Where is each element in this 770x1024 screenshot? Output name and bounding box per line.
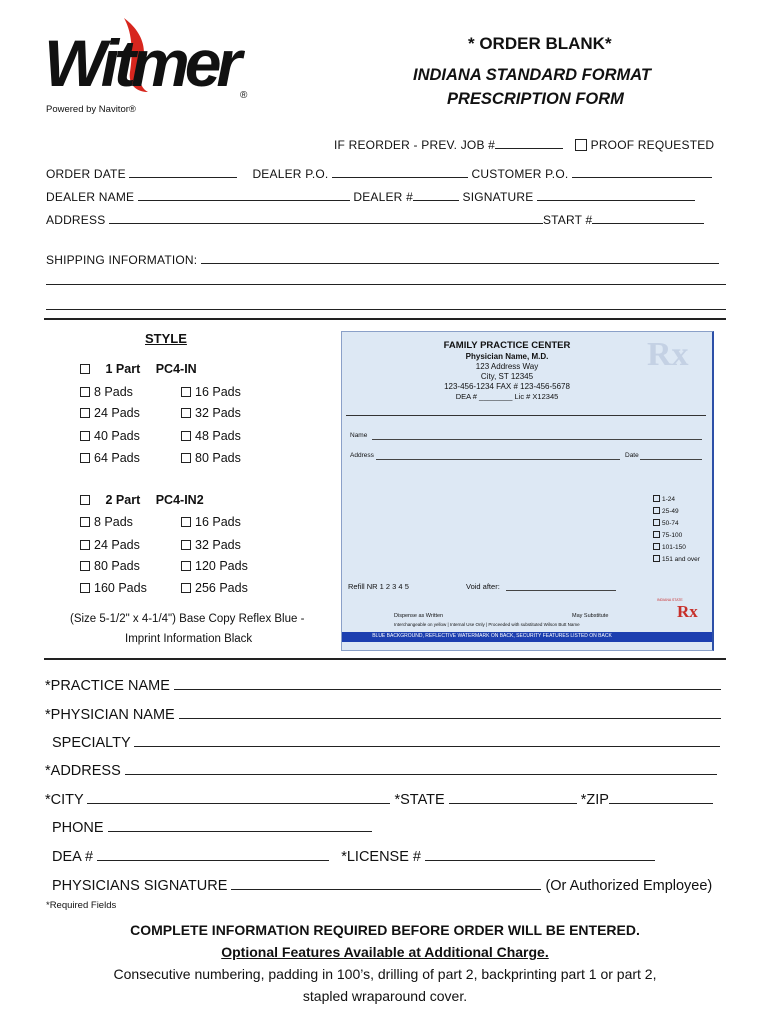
signature-field[interactable]	[537, 189, 695, 201]
sample-qty-list	[653, 494, 700, 566]
sample-rx-logo: Rx	[677, 602, 698, 621]
zip-field[interactable]	[609, 790, 713, 804]
practice-name-label: *PRACTICE NAME	[45, 678, 170, 694]
size-note-1: (Size 5-1/2" x 4-1/4") Base Copy Reflex Blue -	[70, 613, 305, 625]
sample-divider	[346, 415, 706, 416]
state-field[interactable]	[449, 790, 577, 804]
qty-option: 1-24	[653, 494, 700, 506]
specialty-label: SPECIALTY	[52, 735, 131, 751]
dea-field[interactable]	[97, 847, 329, 861]
state-label: *STATE	[394, 792, 445, 808]
sample-practice-name: FAMILY PRACTICE CENTER	[443, 340, 571, 351]
rx-watermark: Rx	[647, 336, 689, 373]
checkbox-icon[interactable]	[80, 408, 90, 418]
specialty-field[interactable]	[134, 733, 720, 747]
checkbox-icon[interactable]	[80, 517, 90, 527]
style-section-top-rule	[44, 318, 726, 320]
checkbox-icon[interactable]	[181, 453, 191, 463]
authorized-employee-label: (Or Authorized Employee)	[545, 878, 713, 894]
form-title-line1: INDIANA STANDARD FORMAT	[413, 66, 652, 84]
dealer-po-label: DEALER P.O.	[252, 167, 329, 181]
order-row-1	[46, 166, 712, 181]
sample-dispense: Dispense as Written	[394, 613, 444, 619]
sample-stamp: INDIANA STATE	[657, 598, 683, 602]
checkbox-icon[interactable]	[80, 431, 90, 441]
shipping-label: SHIPPING INFORMATION:	[46, 253, 198, 267]
one-part-option[interactable]	[80, 362, 197, 376]
physician-name-field[interactable]	[179, 705, 721, 719]
customer-po-label: CUSTOMER P.O.	[471, 167, 569, 181]
one-part-pad-48[interactable]: 48 Pads	[181, 429, 241, 443]
registered-mark: ®	[240, 90, 248, 101]
powered-by: Powered by Navitor®	[46, 104, 136, 115]
sample-name-label: Name	[350, 432, 368, 439]
city-field[interactable]	[87, 790, 390, 804]
sample-address-line	[376, 459, 620, 460]
sample-date-line	[640, 459, 702, 460]
physician-name-label: *PHYSICIAN NAME	[45, 707, 175, 723]
two-part-option[interactable]	[80, 493, 204, 507]
two-part-label: 2 Part	[105, 493, 141, 507]
one-part-pad-24[interactable]: 24 Pads	[80, 406, 140, 420]
sample-phone: 123-456-1234 FAX # 123-456-5678	[444, 382, 570, 391]
two-part-pad-256[interactable]: 256 Pads	[181, 581, 248, 595]
one-part-pad-32[interactable]: 32 Pads	[181, 406, 241, 420]
checkbox-icon[interactable]	[80, 540, 90, 550]
practice-name-field[interactable]	[174, 676, 721, 690]
sample-substitution: May Substitute	[572, 613, 609, 619]
dealer-name-label: DEALER NAME	[46, 190, 135, 204]
sample-void-line	[506, 590, 616, 591]
phone-field[interactable]	[108, 818, 372, 832]
one-part-pad-40[interactable]: 40 Pads	[80, 429, 140, 443]
two-part-code: PC4-IN2	[155, 493, 204, 507]
address-field[interactable]	[125, 761, 717, 775]
sample-security-bar	[342, 632, 712, 642]
license-field[interactable]	[425, 847, 655, 861]
checkbox-icon[interactable]	[80, 387, 90, 397]
checkbox-icon[interactable]	[80, 453, 90, 463]
witmer-logo	[44, 14, 259, 126]
reorder-row	[334, 137, 714, 152]
checkbox-icon[interactable]	[181, 561, 191, 571]
two-part-pad-16[interactable]: 16 Pads	[181, 515, 241, 529]
size-note-2: Imprint Information Black	[125, 633, 253, 645]
shipping-field-1[interactable]	[201, 252, 719, 264]
style-heading: STYLE	[145, 331, 187, 346]
license-label: *LICENSE #	[341, 849, 421, 865]
dea-label: DEA #	[52, 849, 94, 865]
one-part-checkbox[interactable]	[80, 364, 90, 374]
sample-physician: Physician Name, M.D.	[465, 352, 549, 361]
qty-option: 151 and over	[653, 554, 700, 566]
dealer-name-field[interactable]	[138, 189, 350, 201]
sample-name-line	[372, 439, 702, 440]
checkbox-icon[interactable]	[181, 583, 191, 593]
start-number-label: START #	[542, 213, 593, 227]
order-date-field[interactable]	[129, 166, 237, 178]
qty-option: 50-74	[653, 518, 700, 530]
two-part-checkbox[interactable]	[80, 495, 90, 505]
sample-city: City, ST 12345	[480, 372, 534, 381]
dealer-number-label: DEALER #	[353, 190, 413, 204]
shipping-row	[46, 252, 719, 267]
dealer-address-field[interactable]	[109, 212, 543, 224]
logo-wordmark: Witmer	[44, 26, 238, 100]
form-title-line2: PRESCRIPTION FORM	[447, 90, 624, 108]
prev-job-field[interactable]	[495, 137, 563, 149]
proof-requested-label: PROOF REQUESTED	[590, 138, 715, 152]
order-row-3	[46, 212, 704, 227]
start-number-field[interactable]	[592, 212, 704, 224]
checkbox-icon[interactable]	[181, 431, 191, 441]
qty-option: 25-49	[653, 506, 700, 518]
checkbox-icon[interactable]	[80, 583, 90, 593]
dealer-po-field[interactable]	[332, 166, 468, 178]
physician-signature-label: PHYSICIANS SIGNATURE	[52, 878, 228, 894]
customer-po-field[interactable]	[572, 166, 712, 178]
signature-label: SIGNATURE	[462, 190, 534, 204]
dea-license-row	[52, 847, 655, 865]
practice-name-row	[45, 676, 721, 694]
shipping-field-2[interactable]	[46, 284, 726, 285]
checkbox-icon[interactable]	[181, 387, 191, 397]
one-part-pad-80[interactable]: 80 Pads	[181, 451, 241, 465]
dealer-address-label: ADDRESS	[46, 213, 106, 227]
sample-address: 123 Address Way	[475, 362, 539, 371]
proof-requested-checkbox[interactable]	[575, 139, 587, 151]
sample-refill: Refill NR 1 2 3 4 5	[348, 582, 409, 591]
order-date-label: ORDER DATE	[46, 167, 126, 181]
features-line-2: stapled wraparound cover.	[302, 988, 468, 1004]
order-row-2	[46, 189, 695, 204]
phone-label: PHONE	[52, 820, 104, 836]
checkbox-icon[interactable]	[80, 561, 90, 571]
qty-option: 101-150	[653, 542, 700, 554]
reorder-label: IF REORDER - PREV. JOB #	[334, 138, 496, 152]
specialty-row	[52, 733, 720, 751]
address-row	[45, 761, 717, 779]
sample-fine-print: Interchangeable on yellow | Internal Use Only | Proceeded with substituted Wilson Butt Name	[394, 622, 580, 627]
two-part-pad-24[interactable]: 24 Pads	[80, 538, 140, 552]
checkbox-icon[interactable]	[181, 408, 191, 418]
one-part-label: 1 Part	[105, 362, 141, 376]
one-part-code: PC4-IN	[155, 362, 197, 376]
optional-features-heading: Optional Features Available at Additional Charge.	[221, 944, 549, 960]
address-label: *ADDRESS	[45, 763, 121, 779]
zip-label: *ZIP	[580, 792, 609, 808]
qty-option: 75-100	[653, 530, 700, 542]
features-line-1: Consecutive numbering, padding in 100’s, drilling of part 2, backprinting part 1 or part 2,	[113, 966, 657, 982]
two-part-pad-120[interactable]: 120 Pads	[181, 559, 248, 573]
sample-dea: DEA # ________ Lic # X12345	[455, 392, 559, 401]
sample-date-label: Date	[625, 452, 639, 459]
physician-signature-row	[52, 876, 712, 894]
required-fields-note: *Required Fields	[46, 900, 117, 911]
sample-prescription	[341, 331, 714, 651]
sample-void-after: Void after:	[466, 582, 500, 591]
one-part-pad-8[interactable]: 8 Pads	[80, 385, 133, 399]
two-part-pad-160[interactable]: 160 Pads	[80, 581, 147, 595]
two-part-pad-80[interactable]: 80 Pads	[80, 559, 140, 573]
checkbox-icon[interactable]	[181, 540, 191, 550]
city-state-zip-row	[45, 790, 713, 808]
two-part-pad-8[interactable]: 8 Pads	[80, 515, 133, 529]
sample-address-label: Address	[350, 452, 374, 459]
one-part-pad-16[interactable]: 16 Pads	[181, 385, 241, 399]
checkbox-icon[interactable]	[181, 517, 191, 527]
two-part-pad-32[interactable]: 32 Pads	[181, 538, 241, 552]
phone-row	[52, 818, 372, 836]
physician-name-row	[45, 705, 721, 723]
city-label: *CITY	[45, 792, 84, 808]
physician-signature-field[interactable]	[231, 876, 541, 890]
dealer-number-field[interactable]	[413, 189, 459, 201]
sample-security-text: BLUE BACKGROUND, REFLECTIVE WATERMARK ON BACK, SECURITY FEATURES LISTED ON BACK	[372, 633, 612, 639]
style-section-bottom-rule	[44, 658, 726, 660]
complete-info-notice: COMPLETE INFORMATION REQUIRED BEFORE ORDER WILL BE ENTERED.	[130, 922, 640, 938]
order-blank-title: * ORDER BLANK*	[468, 34, 612, 53]
shipping-field-3[interactable]	[46, 309, 726, 310]
one-part-pad-64[interactable]: 64 Pads	[80, 451, 140, 465]
